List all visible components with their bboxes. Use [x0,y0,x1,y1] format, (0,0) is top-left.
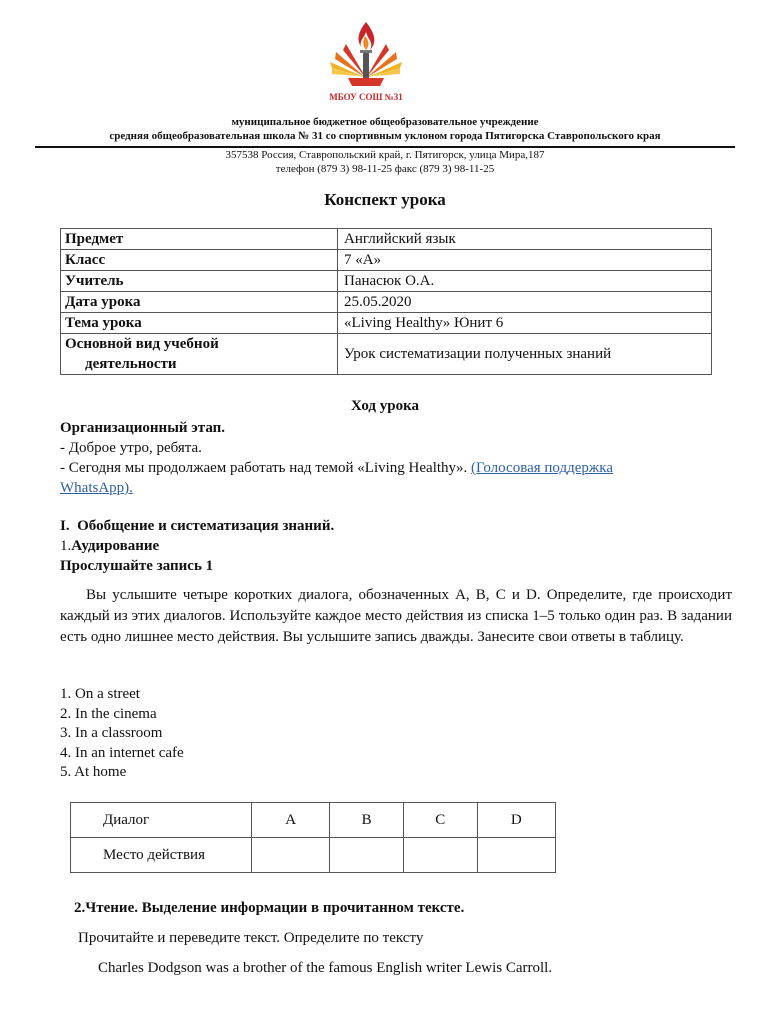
whatsapp-link[interactable]: (Голосовая поддержка [471,460,613,476]
place-item: 1. On a street [60,686,140,702]
school-logo [318,16,414,106]
address: 357538 Россия, Ставропольский край, г. Пятигорск, улица Мира,187 [225,149,545,161]
header-divider [35,146,735,148]
org-name-line1: муниципальное бюджетное общеобразовательное учреждение [231,116,539,128]
task1-text: Вы услышите четыре коротких диалога, обозначенных A, B, C и D. Определите, где происходит каждый из этих диалогов. Используйте каждое место действия из списка 1–5 только один раз. В задании есть одно лишнее место действия. Вы услышите запись дважды. Занесите свои ответы в таблицу. [60,587,732,645]
answer-row-label: Место действия [71,838,252,873]
phone: телефон (879 3) 98-11-25 факс (879 3) 98-11-25 [275,163,495,175]
section1-num: I. [60,518,70,534]
whatsapp-link-cont[interactable]: WhatsApp). [60,480,133,496]
page-title: Конспект урока [324,190,446,209]
org-name-line2: средняя общеобразовательная школа № 31 со спортивным уклоном города Пятигорска Ставропольского края [109,130,661,142]
svg-text:МБОУ СОШ №31: МБОУ СОШ №31 [329,92,403,102]
answer-table [70,802,556,873]
reading-heading: 2.Чтение. Выделение информации в прочитанном тексте. [74,900,465,916]
task1-title: Прослушайте запись 1 [60,558,214,574]
org-stage-heading: Организационный этап. [60,420,226,436]
table-row [61,313,712,334]
info-value: 25.05.2020 [338,292,712,313]
info-key: Предмет [61,229,338,250]
answer-cell[interactable] [477,838,555,873]
table-row [61,334,712,375]
answer-cell[interactable] [330,838,404,873]
table-row [61,229,712,250]
answer-cell[interactable] [403,838,477,873]
answer-col-header: A [252,803,330,838]
answer-col-header: B [330,803,404,838]
info-key: Класс [61,250,338,271]
sub1-title: Аудирование [71,538,160,554]
table-row [61,271,712,292]
answer-cell[interactable] [252,838,330,873]
greeting-line: - Доброе утро, ребята. [60,440,202,456]
reading-text: Charles Dodgson was a brother of the famous English writer Lewis Carroll. [98,960,553,976]
place-item: 3. In a classroom [60,725,163,741]
sub1-num: 1. [60,538,72,554]
info-key: Дата урока [61,292,338,313]
info-value: «Living Healthy» Юнит 6 [338,313,712,334]
lesson-info-table [60,228,712,375]
answer-col-header: D [477,803,555,838]
answer-row-label: Диалог [71,803,252,838]
table-row [61,292,712,313]
info-value: Панасюк О.А. [338,271,712,292]
info-key [61,334,338,375]
section1-title: Обобщение и систематизация знаний. [77,518,335,534]
section1-heading [60,516,334,536]
table-row [71,838,556,873]
continue-line [60,458,740,478]
place-item: 4. In an internet cafe [60,745,184,761]
info-key-line2: деятельности [85,356,177,372]
place-item: 5. At home [60,764,127,780]
place-item: 2. In the cinema [60,706,157,722]
info-value: Английский язык [338,229,712,250]
answer-col-header: C [403,803,477,838]
reading-instruction: Прочитайте и переведите текст. Определите по тексту [78,930,424,946]
table-row [61,250,712,271]
info-key: Учитель [61,271,338,292]
sub1-heading [60,536,159,556]
info-key-line1: Основной вид учебной [65,336,219,352]
info-key: Тема урока [61,313,338,334]
table-row [71,803,556,838]
continue-text: - Сегодня мы продолжаем работать над темой «Living Healthy». [60,460,472,476]
lesson-heading: Ход урока [350,398,420,414]
info-value: 7 «А» [338,250,712,271]
info-value: Урок систематизации полученных знаний [338,334,712,375]
